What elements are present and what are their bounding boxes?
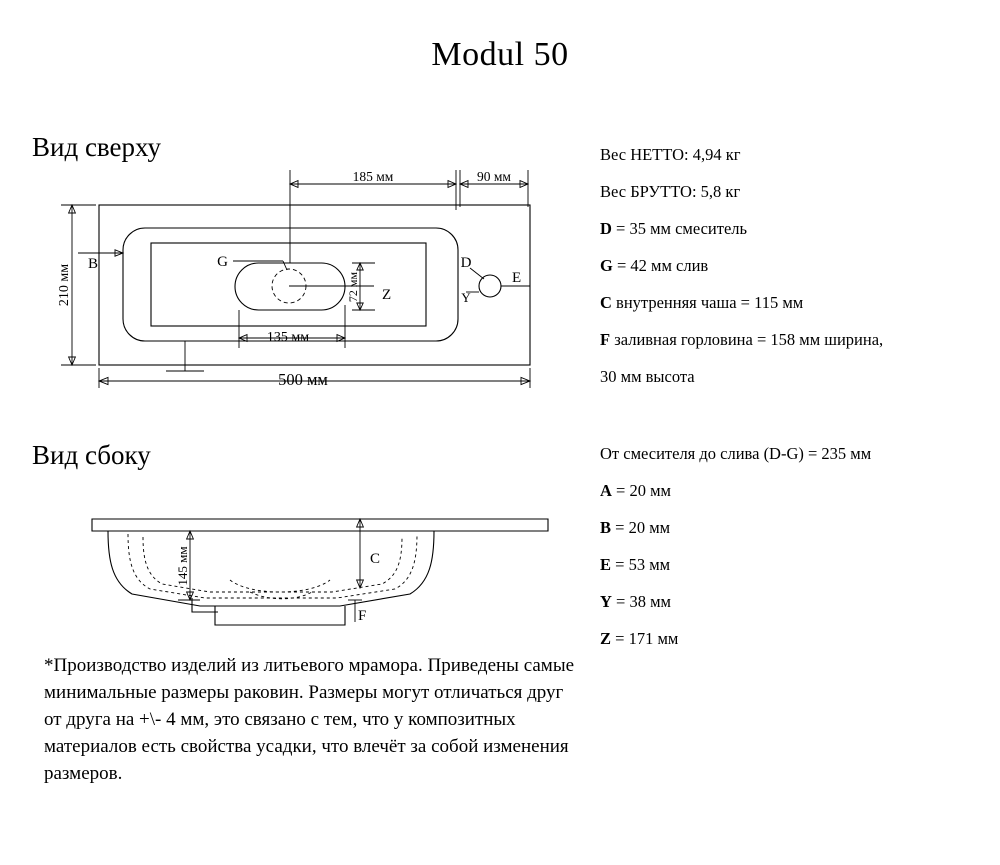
label-Z: Z	[382, 287, 392, 303]
spec-secondary-5-value: = 171 мм	[611, 629, 679, 648]
production-note: *Производство изделий из литьевого мрамора. Приведены самые минимальные размеры раковин. Размеры могут отличаться друг от друга на +\- 4 мм, это связано с тем, что у композитных материалов есть свойства усадки, что влечёт за собой изменения размеров.	[44, 655, 575, 784]
spec-secondary-4	[600, 592, 671, 612]
spec-main-5-value: заливная горловина = 158 мм ширина,	[610, 330, 884, 349]
spec-secondary-2	[600, 518, 670, 538]
dim-135: 135 мм	[266, 330, 310, 345]
spec-secondary-2-value: = 20 мм	[611, 518, 671, 537]
spec-main-0-value: Вес НЕТТО: 4,94 кг	[600, 145, 741, 164]
spec-main-3	[600, 256, 708, 276]
spec-secondary-1-key: A	[600, 481, 612, 500]
spec-main-3-value: = 42 мм слив	[612, 256, 709, 275]
dim-72: 72 мм	[346, 271, 360, 303]
spec-secondary-0-value: От смесителя до слива (D-G) = 235 мм	[600, 444, 872, 463]
label-D: D	[460, 255, 472, 271]
spec-main-2	[600, 219, 747, 239]
spec-main-4-value: внутренняя чаша = 115 мм	[611, 293, 804, 312]
spec-main-5-key: F	[600, 330, 611, 349]
spec-secondary-3-key: E	[600, 555, 612, 574]
label-B: B	[88, 256, 99, 272]
spec-secondary-3	[600, 555, 670, 575]
spec-secondary-5	[600, 629, 678, 649]
dim-90: 90 мм	[477, 169, 511, 184]
spec-secondary-0	[600, 444, 871, 464]
spec-main-4-key: C	[600, 293, 612, 312]
label-C: C	[370, 551, 381, 567]
spec-secondary-4-key: Y	[600, 592, 612, 611]
spec-main-4	[600, 293, 803, 313]
dim-210: 210 мм	[57, 263, 72, 307]
label-E: E	[512, 270, 522, 286]
side-view-heading: Вид сбоку	[32, 440, 151, 470]
spec-secondary-3-value: = 53 мм	[611, 555, 671, 574]
spec-main-1	[600, 182, 740, 202]
top-view-heading: Вид сверху	[32, 132, 161, 162]
spec-main-2-key: D	[600, 219, 612, 238]
spec-main-6	[600, 367, 695, 387]
spec-main-1-value: Вес БРУТТО: 5,8 кг	[600, 182, 741, 201]
spec-secondary-4-value: = 38 мм	[611, 592, 671, 611]
label-G: G	[217, 254, 228, 270]
spec-main-6-value: 30 мм высота	[600, 367, 695, 386]
spec-main-5	[600, 330, 883, 350]
spec-secondary-5-key: Z	[600, 629, 612, 648]
spec-secondary-2-key: B	[600, 518, 612, 537]
spec-main-0	[600, 145, 741, 165]
dim-145: 145 мм	[175, 546, 190, 586]
label-F: F	[358, 608, 367, 624]
spec-main-3-key: G	[600, 256, 613, 275]
dim-185: 185 мм	[352, 169, 394, 184]
page-title: Modul 50	[431, 36, 569, 73]
dim-500: 500 мм	[278, 370, 328, 389]
label-Y: Y	[461, 290, 471, 305]
spec-secondary-1-value: = 20 мм	[611, 481, 671, 500]
spec-main-2-value: = 35 мм смеситель	[611, 219, 748, 238]
spec-secondary-1	[600, 481, 671, 501]
